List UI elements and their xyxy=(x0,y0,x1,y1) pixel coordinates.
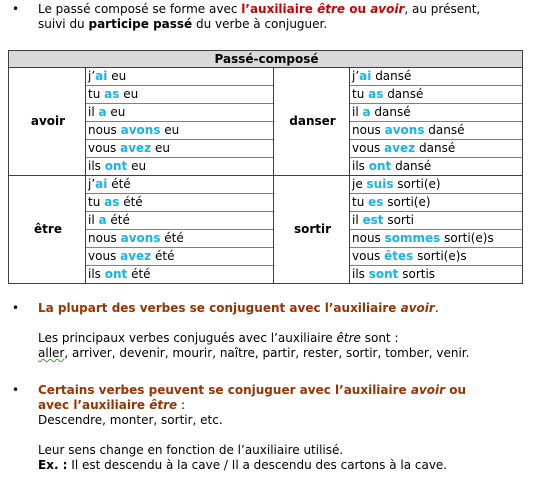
pronoun: il xyxy=(352,213,363,227)
participle: sorti xyxy=(383,213,414,227)
conjugation-cell xyxy=(350,86,523,104)
intro-line-1: Le passé composé se forme avec l’auxiliaire être ou avoir, au présent, xyxy=(38,2,481,16)
section-both-line-1: Descendre, monter, sortir, etc. xyxy=(38,413,223,427)
pronoun: nous xyxy=(88,123,121,137)
conjugation-cell xyxy=(86,266,274,284)
participle: eu xyxy=(160,123,180,137)
conjugation-cell xyxy=(86,230,274,248)
auxiliary: êtes xyxy=(384,249,414,263)
conjugation-cell xyxy=(86,104,274,122)
section-both-line-2: Leur sens change en fonction de l’auxiliaire utilisé. xyxy=(38,443,344,457)
conjugation-cell xyxy=(86,140,274,158)
participle: dansé xyxy=(383,87,424,101)
auxiliary: ai xyxy=(95,177,108,191)
auxiliary: suis xyxy=(366,177,394,191)
auxiliary: avez xyxy=(384,141,416,155)
pronoun: nous xyxy=(352,123,385,137)
table-row xyxy=(9,176,523,194)
pronoun: vous xyxy=(88,249,121,263)
section-both-title-2: avec l’auxiliaire être : xyxy=(38,398,185,412)
pronoun: il xyxy=(88,105,99,119)
auxiliary: a xyxy=(98,105,107,119)
participle: dansé xyxy=(391,159,432,173)
pronoun: ils xyxy=(352,159,369,173)
conjugation-cell xyxy=(86,212,274,230)
auxiliary: as xyxy=(104,87,120,101)
bullet-icon: • xyxy=(12,301,20,315)
table-row xyxy=(9,140,523,158)
auxiliary: avez xyxy=(120,141,152,155)
participle: eu xyxy=(119,87,139,101)
conjugation-cell xyxy=(350,68,523,86)
conjugation-cell xyxy=(86,158,274,176)
participle: eu xyxy=(107,69,127,83)
auxiliary: ont xyxy=(368,159,392,173)
table-row xyxy=(9,266,523,284)
conjugation-cell xyxy=(86,176,274,194)
auxiliary: sont xyxy=(368,267,399,281)
participle: été xyxy=(127,267,151,281)
auxiliary: as xyxy=(368,87,384,101)
participle: dansé xyxy=(415,141,456,155)
conjugation-cell xyxy=(86,86,274,104)
section-both-title-1: Certains verbes peuvent se conjuguer avec l’auxiliaire avoir ou xyxy=(38,383,467,397)
conjugation-cell xyxy=(350,122,523,140)
auxiliary: a xyxy=(98,213,107,227)
participle: sorti(e) xyxy=(393,177,441,191)
participle: été xyxy=(107,177,131,191)
verb-cell: avoir xyxy=(9,68,86,176)
participle: été xyxy=(151,249,175,263)
table-row xyxy=(9,104,523,122)
auxiliary: ont xyxy=(104,267,128,281)
table-row xyxy=(9,248,523,266)
auxiliary: as xyxy=(104,195,120,209)
conjugation-cell xyxy=(350,266,523,284)
pronoun: tu xyxy=(88,87,105,101)
auxiliary: sommes xyxy=(384,231,441,245)
section-avoir xyxy=(12,301,533,361)
conjugation-cell xyxy=(86,122,274,140)
conjugation-cell xyxy=(350,158,523,176)
auxiliary: es xyxy=(368,195,384,209)
table-row xyxy=(9,68,523,86)
auxiliary: avons xyxy=(384,123,425,137)
participle: sorti(e)s xyxy=(413,249,467,263)
conjugation-cell xyxy=(86,68,274,86)
table-row xyxy=(9,230,523,248)
participle: sorti(e) xyxy=(383,195,431,209)
section-both xyxy=(12,383,533,473)
conjugation-cell xyxy=(350,230,523,248)
pronoun: nous xyxy=(352,231,385,245)
bullet-icon: • xyxy=(12,2,20,16)
conjugation-cell xyxy=(350,194,523,212)
participle: été xyxy=(160,231,184,245)
participle: eu xyxy=(151,141,170,155)
conjugation-cell xyxy=(350,140,523,158)
conjugation-cell xyxy=(350,212,523,230)
conjugation-cell xyxy=(86,248,274,266)
conjugation-table xyxy=(8,50,523,284)
table-row xyxy=(9,122,523,140)
auxiliary: avons xyxy=(120,231,161,245)
auxiliary: est xyxy=(362,213,384,227)
pronoun: tu xyxy=(352,87,369,101)
table-row xyxy=(9,212,523,230)
participle: eu xyxy=(106,105,126,119)
table-row xyxy=(9,158,523,176)
section-avoir-title: La plupart des verbes se conjuguent avec l’auxiliaire avoir. xyxy=(38,301,439,315)
verb-cell: être xyxy=(9,176,86,284)
pronoun: il xyxy=(88,213,99,227)
pronoun: vous xyxy=(352,141,385,155)
pronoun: vous xyxy=(352,249,385,263)
pronoun: ils xyxy=(88,159,105,173)
participle: sorti(e)s xyxy=(440,231,494,245)
participle: été xyxy=(119,195,143,209)
pronoun: il xyxy=(352,105,363,119)
auxiliary: ai xyxy=(95,69,108,83)
verb-cell: sortir xyxy=(274,176,350,284)
conjugation-cell xyxy=(350,176,523,194)
section-avoir-line-2: aller, arriver, devenir, mourir, naître, partir, rester, sortir, tomber, venir. xyxy=(38,346,470,360)
table-row xyxy=(9,194,523,212)
pronoun: j’ xyxy=(88,177,96,191)
conjugation-cell xyxy=(350,248,523,266)
intro-line-2: suivi du participe passé du verbe à conjuguer. xyxy=(38,17,328,31)
pronoun: j’ xyxy=(88,69,96,83)
auxiliary: avons xyxy=(120,123,161,137)
bullet-icon: • xyxy=(12,383,20,397)
pronoun: nous xyxy=(88,231,121,245)
verb-cell: danser xyxy=(274,68,350,176)
auxiliary: avez xyxy=(120,249,152,263)
intro-paragraph xyxy=(12,2,533,32)
participle: dansé xyxy=(370,105,411,119)
participle: été xyxy=(106,213,130,227)
pronoun: vous xyxy=(88,141,121,155)
pronoun: je xyxy=(352,177,367,191)
auxiliary: ai xyxy=(359,69,372,83)
pronoun: tu xyxy=(352,195,369,209)
table-row xyxy=(9,86,523,104)
participle: eu xyxy=(127,159,147,173)
conjugation-cell xyxy=(86,194,274,212)
participle: dansé xyxy=(424,123,465,137)
participle: dansé xyxy=(371,69,412,83)
section-both-example: Ex. : Il est descendu à la cave / Il a descendu des cartons à la cave. xyxy=(38,458,448,472)
auxiliary: a xyxy=(362,105,371,119)
table-header: Passé-composé xyxy=(9,51,523,68)
participle: sortis xyxy=(398,267,436,281)
pronoun: j’ xyxy=(352,69,360,83)
section-avoir-line-1: Les principaux verbes conjugués avec l’auxiliaire être sont : xyxy=(38,331,399,345)
auxiliary: ont xyxy=(104,159,128,173)
pronoun: tu xyxy=(88,195,105,209)
pronoun: ils xyxy=(352,267,369,281)
pronoun: ils xyxy=(88,267,105,281)
conjugation-cell xyxy=(350,104,523,122)
